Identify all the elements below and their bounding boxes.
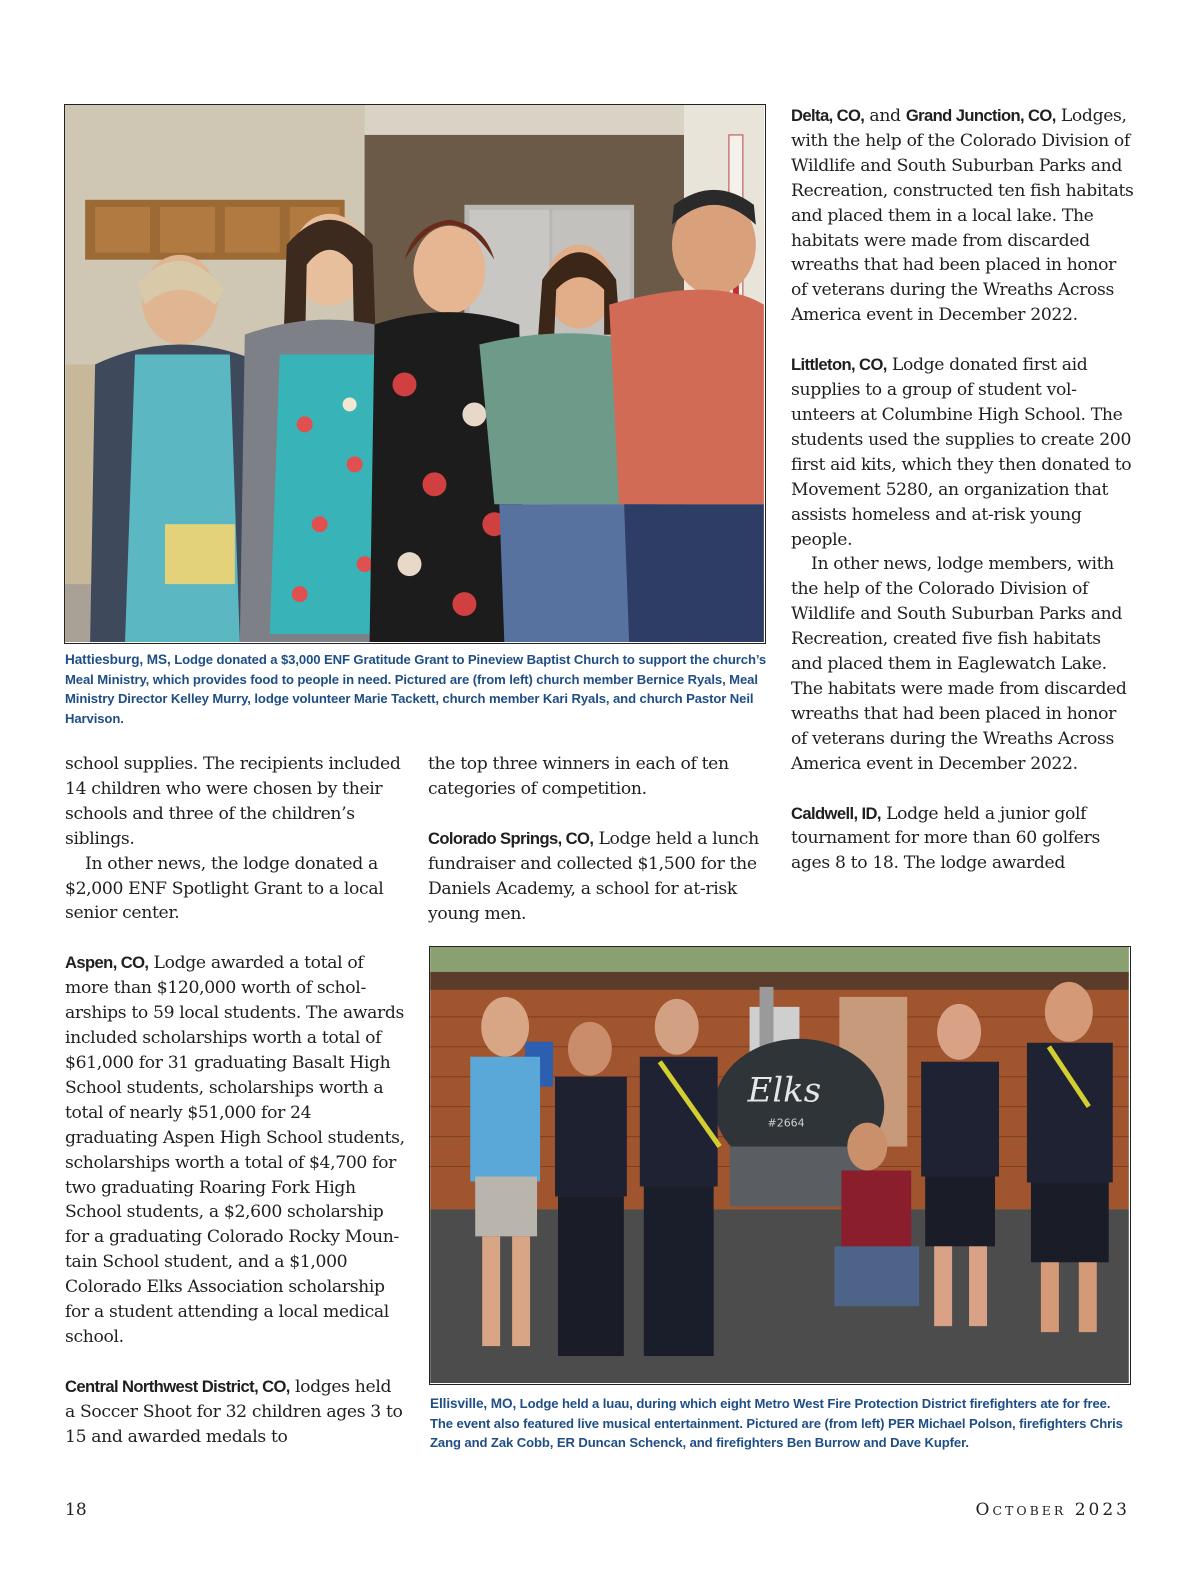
paragraph-text: and xyxy=(864,106,906,126)
paragraph: school supplies. The recipients included 14 children who were chosen by their schools and three of the children’s siblings. xyxy=(65,754,401,849)
caption-lead: Ellisville, MO, xyxy=(430,1396,517,1411)
column-1 xyxy=(65,752,405,1450)
caption-hattiesburg xyxy=(65,650,769,728)
paragraph-delta xyxy=(791,104,1135,328)
photo-ellisville xyxy=(429,946,1131,1385)
lodge-name: Central Northwest District, CO, xyxy=(65,1376,290,1396)
photo-hattiesburg xyxy=(64,104,766,644)
lodge-name: Aspen, CO, xyxy=(65,953,149,973)
lodge-name: Grand Junction, CO, xyxy=(905,106,1056,125)
column-3 xyxy=(791,104,1135,876)
paragraph-text: Lodges, with the help of the Colorado Division of Wildlife and South Suburban Parks and Recreation, constructed ten fish habitats and placed them in a local lake. The habitats were made from discarded wreaths that had been placed in honor of veterans during the Wreaths Across America event in December 2022. xyxy=(791,106,1134,326)
smoker-number-label: #2664 xyxy=(767,1116,805,1130)
caption-lead: Hattiesburg, MS, xyxy=(65,652,171,667)
caption-text: Lodge donated a $3,000 ENF Gratitude Grant to Pineview Baptist Church to support the church’s Meal Ministry, which provides food to people in need. Pictured are (from left) church member Bernice Ryals, Meal Ministry Director Kelley Murry, lodge volunteer Marie Tackett, church member Kari Ryals, and church Pastor Neil Harvison. xyxy=(65,652,767,726)
paragraph-colorado-springs xyxy=(428,827,764,927)
month-rest: CTOBER xyxy=(992,1503,1067,1518)
caption-ellisville xyxy=(430,1394,1130,1453)
year: 2023 xyxy=(1074,1500,1130,1520)
issue-date xyxy=(976,1500,1130,1520)
paragraph-text: Lodge donated first aid supplies to a group of student volunteers at Columbine High School. The students used the supplies to create 200 first aid kits, which they then donated to Movement 5280, an organization that assists homeless and at-risk young people. xyxy=(791,355,1132,550)
lodge-name: Colorado Springs, CO, xyxy=(428,828,594,848)
paragraph-text: Lodge held a junior golf tournament for more than 60 golfers ages 8 to 18. The lodge awarded xyxy=(791,803,1100,874)
paragraph-text: Lodge held a lunch fundraiser and collected $1,500 for the Daniels Academy, a school for at-risk young men. xyxy=(428,828,759,924)
lodge-name: Littleton, CO, xyxy=(791,355,887,375)
column-2 xyxy=(428,752,764,926)
paragraph: In other news, lodge members, with the help of the Colorado Division of Wildlife and South Suburban Parks and Recreation, created five fish habitats and placed them in Eaglewatch Lake. The habitats were made from discarded wreaths that had been placed in honor of veterans during the Wreaths Across America event in December 2022. xyxy=(791,554,1127,774)
paragraph-littleton xyxy=(791,353,1135,552)
lodge-name: Delta, CO, xyxy=(791,106,865,125)
lodge-name: Caldwell, ID, xyxy=(791,803,881,823)
paragraph-aspen xyxy=(65,951,405,1350)
smoker-elks-label: Elks xyxy=(747,1070,822,1110)
paragraph: In other news, the lodge donated a $2,000 ENF Spotlight Grant to a local senior center. xyxy=(65,853,384,924)
month-initial: O xyxy=(975,1500,993,1520)
paragraph-central xyxy=(65,1375,405,1450)
paragraph-text: Lodge awarded a total of more than $120,000 worth of scholarships to 59 local students. The awards included scholarships worth a total of $61,000 for 31 graduating Basalt High School students, scholarships worth a total of nearly $51,000 for 24 graduating Aspen High School students, scholarships worth a total of $4,700 for two graduating Roaring Fork High School students, a $2,600 scholarship for a graduating Colorado Rocky Mountain School student, and a $1,000 Colorado Elks Association scholarship for a student attending a local medical school. xyxy=(65,953,405,1347)
paragraph-text: lodges held a Soccer Shoot for 32 children ages 3 to 15 and awarded medals to xyxy=(65,1376,403,1447)
caption-text: Lodge held a luau, during which eight Metro West Fire Protection District firefighters ate for free. The event also featured live musical entertainment. Pictured are (from left) PER Michael Polson, firefighters Chris Zang and Zak Cobb, ER Duncan Schenck, and firefighters Ben Burrow and Dave Kupfer. xyxy=(430,1396,1123,1451)
paragraph: the top three winners in each of ten categories of competition. xyxy=(428,754,729,799)
paragraph-caldwell xyxy=(791,802,1135,877)
page-number: 18 xyxy=(65,1500,87,1520)
